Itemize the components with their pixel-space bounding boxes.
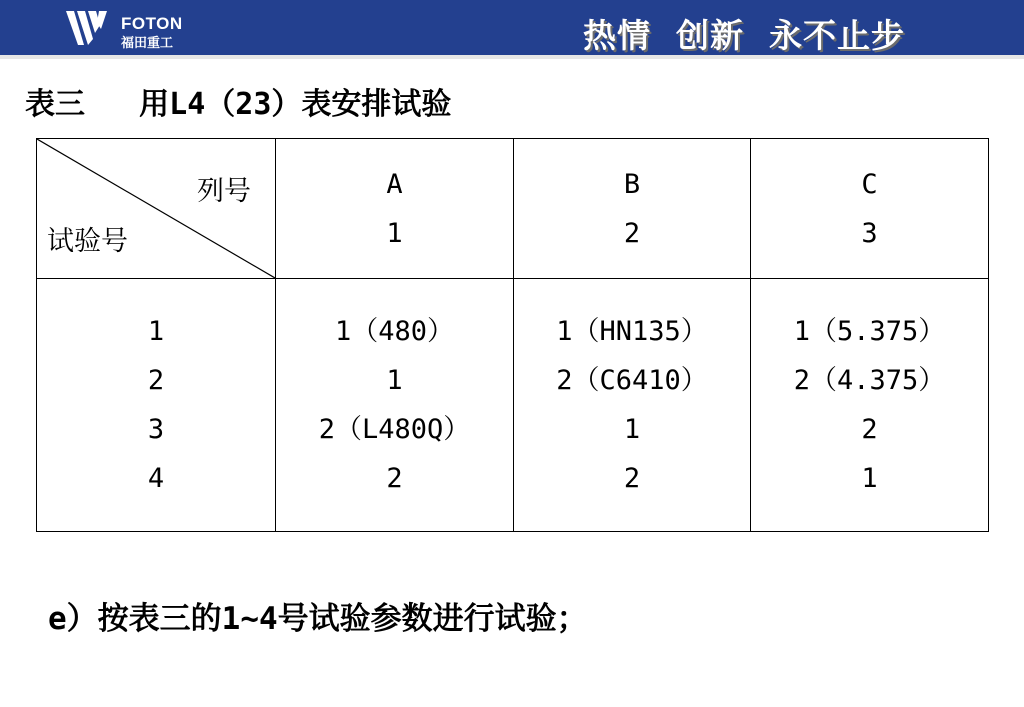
logo-text-en: FOTON [121, 14, 183, 33]
table-cell: 2 [386, 463, 403, 494]
header-divider [0, 55, 1024, 59]
table-cell: 1（5.375） [793, 316, 946, 347]
table-cell: 2 [861, 414, 878, 445]
trial-number: 1 [147, 316, 165, 347]
logo-text-cn: 福田重工 [121, 36, 174, 51]
trial-number-label: 试验号 [47, 226, 128, 257]
column-letter: C [861, 168, 878, 200]
trial-number: 4 [147, 463, 165, 494]
table-header-row [37, 139, 989, 279]
trial-number-column [37, 279, 276, 532]
trial-number: 2 [147, 365, 165, 396]
table-cell: 2 [623, 463, 641, 494]
column-letter: A [386, 168, 403, 200]
table-cell: 1 [386, 365, 403, 396]
orthogonal-table [36, 138, 988, 532]
table-cell: 1（480） [334, 316, 455, 347]
column-number: 1 [386, 217, 403, 249]
column-letter: B [623, 168, 641, 200]
column-number: 2 [623, 217, 641, 249]
table-cell: 1（HN135） [556, 316, 708, 347]
table-cell: 2（4.375） [793, 365, 946, 396]
step-note: e）按表三的1~4号试验参数进行试验； [48, 601, 588, 637]
column-header-a [276, 139, 514, 279]
column-c-values [751, 279, 989, 532]
table-title: 表三 用L4（23）表安排试验 [25, 87, 452, 122]
foton-logo [66, 9, 206, 49]
table-cell: 2（C6410） [556, 365, 708, 396]
table-body-row [37, 279, 989, 532]
column-header-c [751, 139, 989, 279]
column-header-b [514, 139, 751, 279]
column-number-label: 列号 [197, 176, 251, 207]
corner-cell [37, 139, 276, 279]
column-b-values [514, 279, 751, 532]
table-cell: 2（L480Q） [318, 414, 471, 445]
foton-logo-icon [66, 9, 112, 49]
slogan: 热情 创新 永不止步 [583, 16, 905, 55]
table-cell: 1 [623, 414, 641, 445]
column-a-values [276, 279, 514, 532]
table-cell: 1 [861, 463, 878, 494]
column-number: 3 [861, 217, 878, 249]
slide-header [0, 0, 1024, 58]
trial-number: 3 [147, 414, 165, 445]
